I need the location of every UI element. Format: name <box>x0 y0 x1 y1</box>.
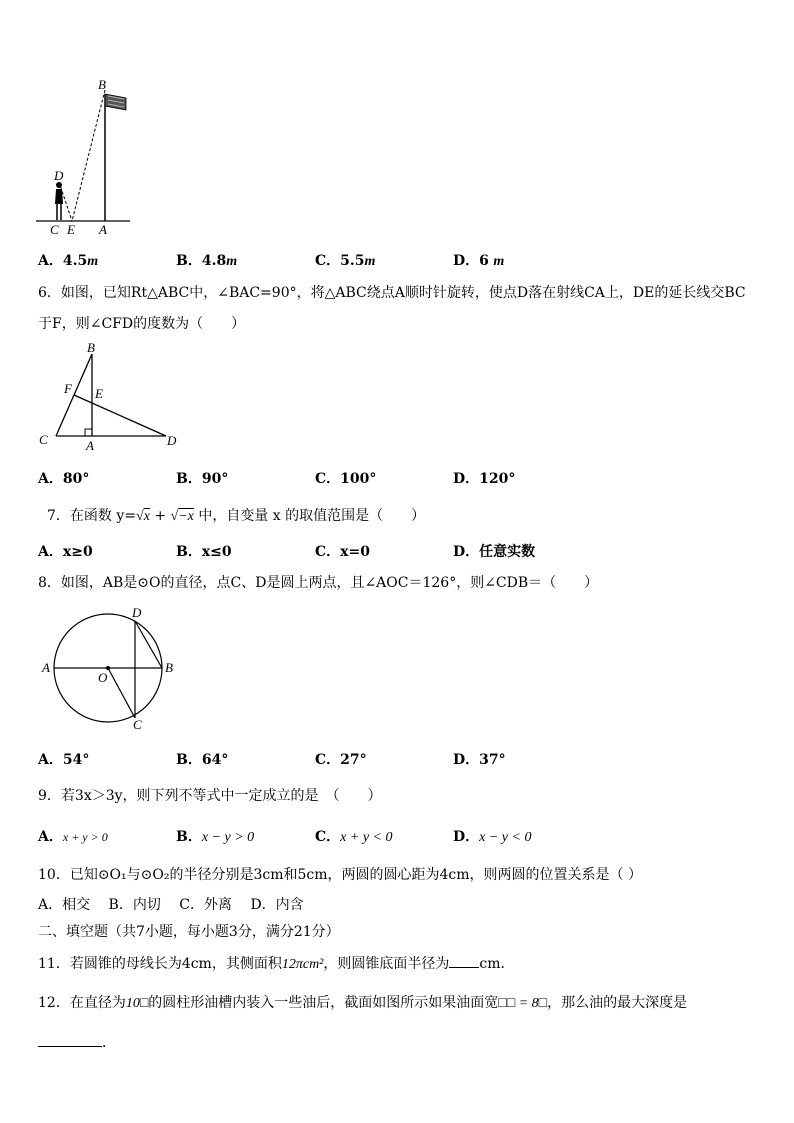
label-B: B <box>165 660 173 675</box>
q8-option-c[interactable]: C．27° <box>315 752 367 768</box>
label-F: F <box>64 381 72 396</box>
label-B: B <box>87 340 95 355</box>
q6-option-d[interactable]: D．120° <box>453 471 516 487</box>
triangle-rotation-diagram <box>36 340 181 452</box>
q7-option-b[interactable]: B．x≤0 <box>176 544 232 560</box>
q10-options[interactable]: A．相交 B．内切 C．外离 D．内含 <box>38 897 304 913</box>
q9-option-c[interactable]: C．x + y < 0 <box>315 829 393 845</box>
label-A: A <box>42 660 50 675</box>
q8-text: 8．如图，AB是⊙O的直径，点C、D是圆上两点，且∠AOC＝126°，则∠CDB＝（ ） <box>38 575 599 591</box>
label-O: O <box>98 670 108 685</box>
q12-answer-blank[interactable] <box>38 1046 102 1047</box>
q12-text: 12．在直径为10□的圆柱形油槽内装入一些油后，截面如图所示如果油面宽□□ = 8□，那么油的最大深度是 <box>38 995 688 1011</box>
q9-option-b[interactable]: B．x − y > 0 <box>176 829 255 845</box>
q8-figure <box>38 602 180 734</box>
label-A: A <box>86 438 94 452</box>
label-E: E <box>95 386 103 401</box>
label-E: E <box>67 222 75 236</box>
q8-option-d[interactable]: D．37° <box>453 752 506 768</box>
q5-option-a[interactable]: A．4.5m <box>38 253 99 269</box>
q7-option-d[interactable]: D．任意实数 <box>453 544 536 560</box>
label-A: A <box>99 222 107 236</box>
circle-diameter-diagram <box>38 602 180 734</box>
q9-option-a[interactable]: A．x + y > 0 <box>38 829 108 845</box>
sqrt-neg-x: √−x <box>170 509 194 524</box>
label-D: D <box>54 168 64 183</box>
q7-option-c[interactable]: C．x=0 <box>315 544 370 560</box>
section-heading-fill-in: 二、填空题（共7小题，每小题3分，满分21分） <box>38 924 340 940</box>
label-B: B <box>98 77 106 92</box>
q6-text-line2: 于F，则∠CFD的度数为（ ） <box>38 316 246 332</box>
q8-option-a[interactable]: A．54° <box>38 752 90 768</box>
q5-option-b[interactable]: B．4.8m <box>176 253 238 269</box>
q6-text-line1: 6．如图，已知Rt△ABC中，∠BAC=90°，将△ABC绕点A顺时针旋转，使点D落在射线CA上，DE的延长线交BC <box>38 285 746 301</box>
q11-text: 11．若圆锥的母线长为4cm，其侧面积12πcm²，则圆锥底面半径为 cm． <box>38 956 515 972</box>
q6-option-b[interactable]: B．90° <box>176 471 229 487</box>
q10-text: 10．已知⊙O₁与⊙O₂的半径分别是3cm和5cm，两圆的圆心距为4cm，则两圆的位置关系是（ ） <box>38 867 642 883</box>
flagpole-diagram <box>34 76 134 236</box>
q9-option-d[interactable]: D．x − y < 0 <box>453 829 532 845</box>
q5-figure <box>34 76 134 236</box>
q5-option-d[interactable]: D．6 m <box>453 253 505 269</box>
label-C: C <box>133 717 142 732</box>
q6-figure <box>36 340 181 452</box>
label-D: D <box>132 605 142 620</box>
q7-text: 7．在函数 y=√x + √−x 中，自变量 x 的取值范围是（ ） <box>47 508 426 524</box>
label-C: C <box>50 222 59 236</box>
q5-option-c[interactable]: C．5.5m <box>315 253 376 269</box>
q6-option-c[interactable]: C．100° <box>315 471 377 487</box>
q6-option-a[interactable]: A．80° <box>38 471 90 487</box>
q11-answer-blank[interactable] <box>449 967 479 968</box>
q7-option-a[interactable]: A．x≥0 <box>38 544 93 560</box>
label-D: D <box>167 433 177 448</box>
q12-answer-line: ． <box>38 1032 116 1052</box>
sqrt-x: √x <box>136 509 150 524</box>
label-C: C <box>39 432 48 447</box>
q8-option-b[interactable]: B．64° <box>176 752 229 768</box>
q9-text: 9．若3x＞3y，则下列不等式中一定成立的是 （ ） <box>38 788 382 804</box>
